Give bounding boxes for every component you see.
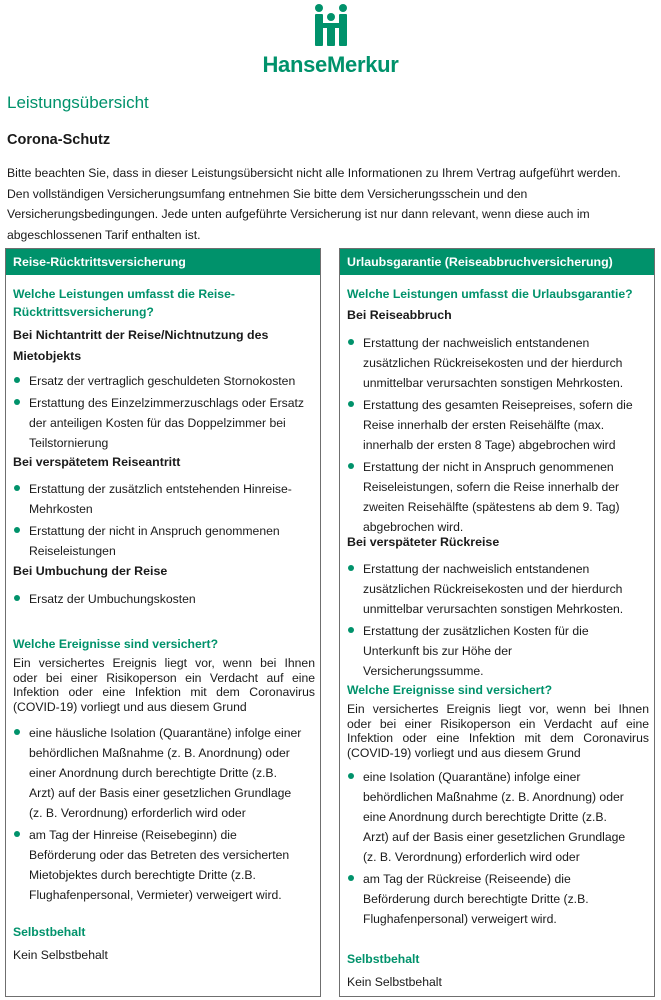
logo (0, 0, 661, 82)
bullet-icon (14, 831, 20, 837)
box-header: Reise-Rücktrittsversicherung (6, 249, 320, 275)
box-urlaubsgarantie (339, 248, 655, 997)
event-list (13, 723, 301, 907)
deductible-value: Kein Selbstbehalt (347, 975, 442, 989)
deductible-value: Kein Selbstbehalt (13, 948, 108, 962)
benefit-list-verspaetete-rueckreise (347, 559, 623, 683)
intro-line: Den vollständigen Versicherungsumfang entnehmen Sie bitte dem Versicherungsschein und den (7, 186, 528, 201)
bullet-icon (348, 339, 354, 345)
benefit-list-reiseabbruch (347, 333, 633, 539)
events-intro: Ein versichertes Ereignis liegt vor, wenn bei Ihnen oder bei einer Risikoperson ein Verdacht auf eine Infektion oder eine Infektion mit dem Coronavirus (COVID-19) vorliegt und aus diesem Grund (13, 656, 315, 714)
bullet-icon (14, 377, 20, 383)
bullet-icon (14, 485, 20, 491)
benefit-list-nichtantritt (13, 371, 304, 455)
bullet-icon (14, 527, 20, 533)
section-heading-nichtantritt: Bei Nichtantritt der Reise/Nichtnutzung des Mietobjekts (13, 328, 269, 363)
list-item: Erstattung der nachweislich entstandenen zusätzlichen Rückreisekosten und der hierdurch unmittelbar verursachten sonstigen Mehrkosten. (347, 333, 633, 393)
intro-line: Bitte beachten Sie, dass in dieser Leistungsübersicht nicht alle Informationen zu Ihrem Vertrag aufgeführt werden. (7, 166, 621, 180)
event-list (347, 767, 625, 931)
section-heading-umbuchung: Bei Umbuchung der Reise (13, 564, 168, 578)
list-item: am Tag der Rückreise (Reiseende) die Beförderung durch berechtigte Dritte (z.B. Flughafenpersonal) verweigert wird. (347, 869, 625, 929)
list-item: Erstattung der nicht in Anspruch genommenen Reiseleistungen, sofern die Reise innerhalb der zweiten Reisehälfte (spätestens ab dem 9. Tag) abgebrochen wird. (347, 457, 633, 537)
list-item: eine Isolation (Quarantäne) infolge einer behördlichen Maßnahme (z. B. Anordnung) oder eine Anordnung durch berechtigte Dritte (z.B. Arzt) auf der Basis einer gesetzlichen Grundlage (z. B. Verordnung) erforderlich wird oder (347, 767, 625, 867)
box-header: Urlaubsgarantie (Reiseabbruchversicherung) (340, 249, 654, 275)
bullet-icon (14, 595, 20, 601)
list-item: Erstattung des Einzelzimmerzuschlags oder Ersatz der anteiligen Kosten für das Doppelzimmer bei Teilstornierung (13, 393, 304, 453)
bullet-icon (14, 729, 20, 735)
bullet-icon (348, 565, 354, 571)
benefit-list-verspaetet (13, 479, 292, 563)
list-item: Erstattung des gesamten Reisepreises, sofern die Reise innerhalb der ersten Reisehälfte (max. innerhalb der ersten 8 Tage) abgebrochen wird (347, 395, 633, 455)
hansemerkur-logo-icon (311, 3, 351, 47)
section-heading-verspaetete-rueckreise: Bei verspäteter Rückreise (347, 535, 500, 549)
bullet-icon (348, 627, 354, 633)
intro-line: Versicherungsbedingungen. Jede unten aufgeführte Versicherung ist nur dann relevant, wenn diese auch im (7, 207, 590, 221)
list-item: Erstattung der zusätzlich entstehenden Hinreise- Mehrkosten (13, 479, 292, 519)
question-ereignisse: Welche Ereignisse sind versichert? (13, 637, 219, 651)
list-item: am Tag der Hinreise (Reisebeginn) die Beförderung oder das Betreten des versicherten Mietobjektes durch berechtigte Dritte (z.B. Flughafenpersonal, Vermieter) verweigert wird. (13, 825, 301, 905)
intro-line: abgeschlossenen Tarif enthalten ist. (7, 227, 201, 242)
bullet-icon (348, 773, 354, 779)
brand-name: HanseMerkur (262, 52, 399, 77)
bullet-icon (348, 401, 354, 407)
question-ereignisse: Welche Ereignisse sind versichert? (347, 683, 553, 697)
list-item: Erstattung der zusätzlichen Kosten für die Unterkunft bis zur Höhe der Versicherungssumme. (347, 621, 623, 681)
page-title: Leistungsübersicht (7, 93, 149, 112)
question-leistungen: Welche Leistungen umfasst die Reise- Rücktrittsversicherung? (13, 287, 235, 319)
intro-text (7, 163, 657, 245)
list-item: Erstattung der nachweislich entstandenen zusätzlichen Rückreisekosten und der hierdurch unmittelbar verursachten sonstigen Mehrkosten. (347, 559, 623, 619)
bullet-icon (14, 399, 20, 405)
benefit-list-umbuchung (13, 589, 196, 611)
deductible-label: Selbstbehalt (13, 925, 86, 939)
bullet-icon (348, 463, 354, 469)
bullet-icon (348, 875, 354, 881)
list-item: eine häusliche Isolation (Quarantäne) infolge einer behördlichen Maßnahme (z. B. Anordnung) oder einer Anordnung durch berechtigte Dritte (z.B. Arzt) auf der Basis einer gesetzlichen Grundlage (z. B. Verordnung) erforderlich wird oder (13, 723, 301, 823)
events-intro: Ein versichertes Ereignis liegt vor, wenn bei Ihnen oder bei einer Risikoperson ein Verdacht auf eine Infektion oder eine Infektion mit dem Coronavirus (COVID-19) vorliegt und aus diesem Grund (347, 702, 649, 760)
deductible-label: Selbstbehalt (347, 952, 420, 966)
box-reiseruecktritt (5, 248, 321, 997)
question-leistungen: Welche Leistungen umfasst die Urlaubsgarantie? (347, 287, 633, 301)
page-subtitle: Corona-Schutz (7, 132, 111, 148)
list-item: Ersatz der Umbuchungskosten (13, 589, 196, 609)
list-item: Erstattung der nicht in Anspruch genommenen Reiseleistungen (13, 521, 292, 561)
list-item: Ersatz der vertraglich geschuldeten Stornokosten (13, 371, 304, 391)
section-heading-verspaetet: Bei verspätetem Reiseantritt (13, 455, 181, 469)
section-heading-reiseabbruch: Bei Reiseabbruch (347, 308, 452, 322)
